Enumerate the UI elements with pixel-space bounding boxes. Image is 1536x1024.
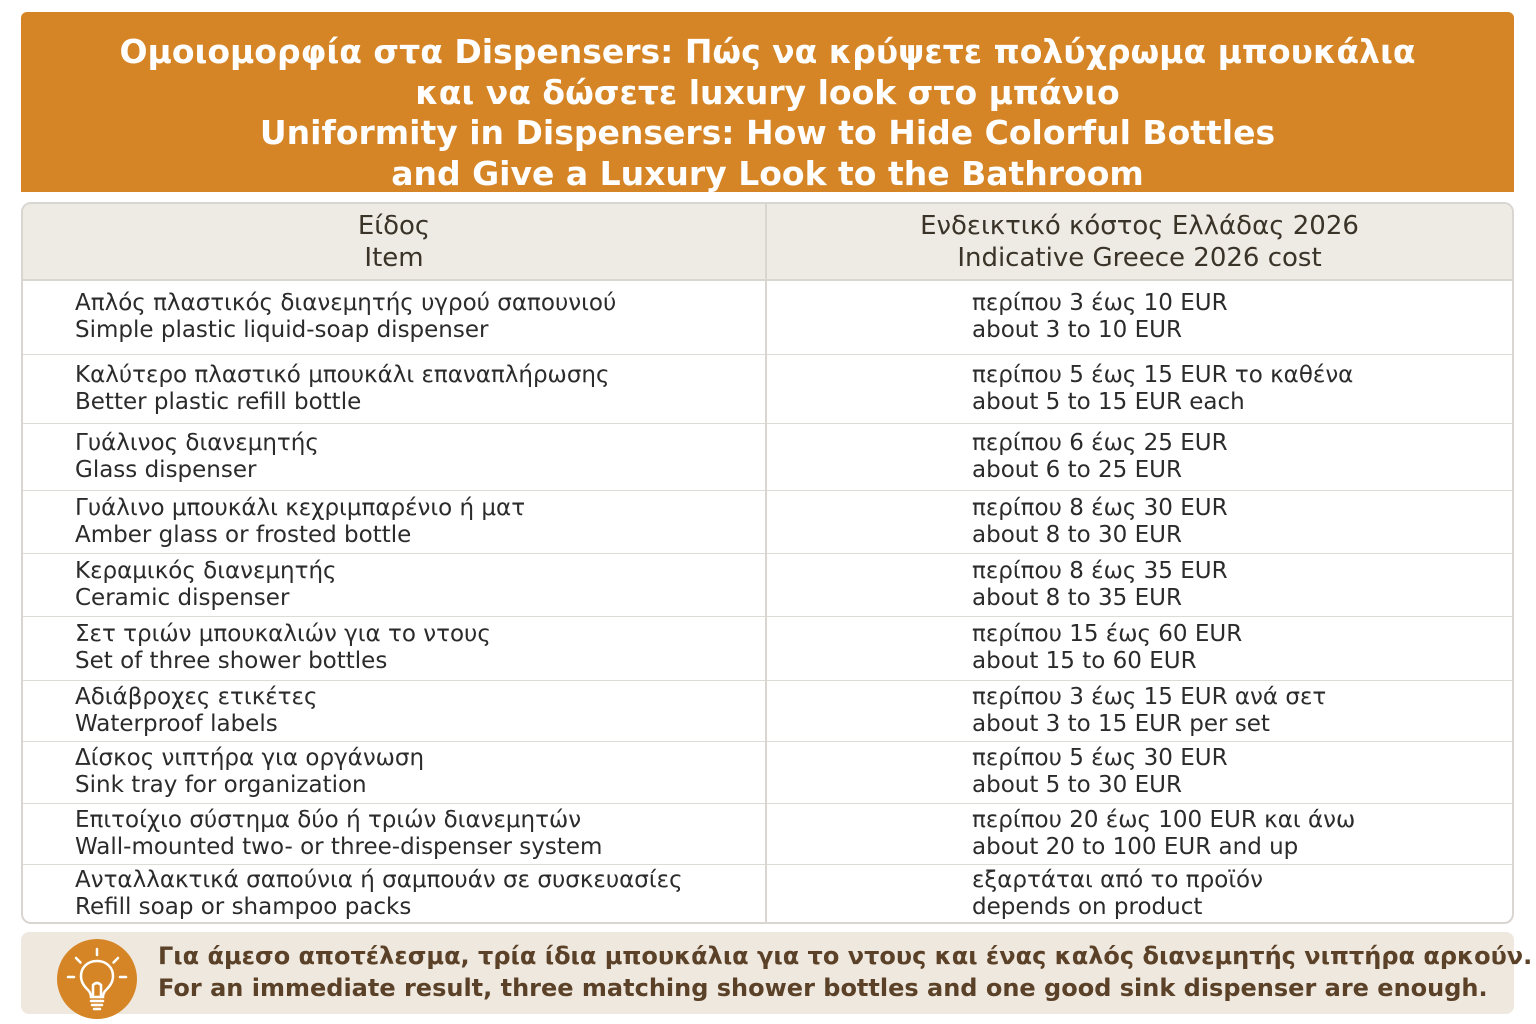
cost-english: about 20 to 100 EUR and up xyxy=(972,833,1299,860)
cost-cell xyxy=(766,423,1512,490)
cost-greek: περίπου 3 έως 10 EUR xyxy=(972,290,1228,317)
cost-greek: περίπου 20 έως 100 EUR και άνω xyxy=(972,806,1356,833)
cost-cell xyxy=(766,354,1512,423)
table-row xyxy=(23,741,1512,803)
cost-cell xyxy=(766,280,1512,354)
cost-english: about 8 to 35 EUR xyxy=(972,584,1182,611)
tip-english: For an immediate result, three matching shower bottles and one good sink dispenser are enough. xyxy=(158,974,1488,1002)
item-greek: Επιτοίχιο σύστημα δύο ή τριών διανεμητών xyxy=(75,806,582,833)
item-cell xyxy=(23,864,766,924)
cost-greek: περίπου 8 έως 30 EUR xyxy=(972,494,1228,521)
cost-cell xyxy=(766,864,1512,924)
table-row xyxy=(23,423,1512,490)
cost-greek: περίπου 5 έως 15 EUR το καθένα xyxy=(972,361,1354,388)
title-english-line-2: and Give a Luxury Look to the Bathroom xyxy=(391,153,1144,193)
table-row xyxy=(23,280,1512,354)
item-english: Better plastic refill bottle xyxy=(75,388,362,415)
tip-greek: Για άμεσο αποτέλεσμα, τρία ίδια μπουκάλια για το ντους και ένας καλός διανεμητής νιπτήρα αρκούν. xyxy=(158,942,1533,970)
item-cell xyxy=(23,741,766,803)
table-row xyxy=(23,803,1512,864)
header-item-english: Item xyxy=(364,242,424,273)
item-cell xyxy=(23,490,766,553)
header-cost xyxy=(766,204,1512,280)
item-cell xyxy=(23,423,766,490)
cost-greek: περίπου 3 έως 15 EUR ανά σετ xyxy=(972,683,1327,710)
cost-greek: περίπου 6 έως 25 EUR xyxy=(972,429,1228,456)
table-header-row xyxy=(23,204,1512,280)
cost-english: about 6 to 25 EUR xyxy=(972,456,1182,483)
cost-english: about 3 to 15 EUR per set xyxy=(972,710,1270,737)
cost-greek: περίπου 5 έως 30 EUR xyxy=(972,745,1228,771)
item-greek: Γυάλινος διανεμητής xyxy=(75,429,319,456)
cost-table xyxy=(21,202,1514,924)
item-cell xyxy=(23,680,766,741)
item-cell xyxy=(23,616,766,680)
item-greek: Σετ τριών μπουκαλιών για το ντους xyxy=(75,621,491,647)
item-greek: Αδιάβροχες ετικέτες xyxy=(75,683,318,710)
cost-cell xyxy=(766,490,1512,553)
cost-english: depends on product xyxy=(972,894,1203,921)
header-cost-english: Indicative Greece 2026 cost xyxy=(957,242,1322,273)
item-cell xyxy=(23,553,766,616)
item-english: Set of three shower bottles xyxy=(75,648,388,674)
table-row xyxy=(23,680,1512,741)
header-cost-greek: Ενδεικτικό κόστος Ελλάδας 2026 xyxy=(920,210,1359,241)
item-cell xyxy=(23,280,766,354)
item-greek: Δίσκος νιπτήρα για οργάνωση xyxy=(75,745,425,771)
item-cell xyxy=(23,354,766,423)
cost-cell xyxy=(766,553,1512,616)
cost-cell xyxy=(766,803,1512,864)
cost-greek: περίπου 8 έως 35 EUR xyxy=(972,557,1228,584)
item-english: Waterproof labels xyxy=(75,710,278,737)
cost-english: about 15 to 60 EUR xyxy=(972,648,1197,674)
cost-cell xyxy=(766,680,1512,741)
item-greek: Καλύτερο πλαστικό μπουκάλι επαναπλήρωσης xyxy=(75,361,610,388)
item-english: Amber glass or frosted bottle xyxy=(75,521,412,548)
item-cell xyxy=(23,803,766,864)
table-row xyxy=(23,864,1512,924)
item-greek: Κεραμικός διανεμητής xyxy=(75,557,337,584)
title-greek-line-2: και να δώσετε luxury look στο μπάνιο xyxy=(415,72,1120,112)
cost-english: about 5 to 15 EUR each xyxy=(972,388,1245,415)
table-row xyxy=(23,553,1512,616)
item-greek: Απλός πλαστικός διανεμητής υγρού σαπουνιού xyxy=(75,290,617,317)
item-greek: Ανταλλακτικά σαπούνια ή σαμπουάν σε συσκευασίες xyxy=(75,867,683,894)
item-greek: Γυάλινο μπουκάλι κεχριμπαρένιο ή ματ xyxy=(75,494,526,521)
cost-greek: εξαρτάται από το προϊόν xyxy=(972,867,1263,894)
cost-english: about 8 to 30 EUR xyxy=(972,521,1182,548)
cost-cell xyxy=(766,741,1512,803)
table-row xyxy=(23,490,1512,553)
header-item-greek: Είδος xyxy=(357,210,431,241)
header-item xyxy=(23,204,766,280)
tip-text xyxy=(158,940,1532,1004)
item-english: Refill soap or shampoo packs xyxy=(75,894,412,921)
item-english: Simple plastic liquid-soap dispenser xyxy=(75,317,489,344)
cost-english: about 3 to 10 EUR xyxy=(972,317,1182,344)
lightbulb-icon xyxy=(57,939,137,1019)
cost-greek: περίπου 15 έως 60 EUR xyxy=(972,621,1243,647)
title-greek-line-1: Ομοιομορφία στα Dispensers: Πώς να κρύψετε πολύχρωμα μπουκάλια xyxy=(119,32,1416,71)
table-row xyxy=(23,616,1512,680)
cost-english: about 5 to 30 EUR xyxy=(972,772,1182,798)
cost-cell xyxy=(766,616,1512,680)
item-english: Sink tray for organization xyxy=(75,772,367,798)
table-row xyxy=(23,354,1512,423)
item-english: Glass dispenser xyxy=(75,456,257,483)
item-english: Wall-mounted two- or three-dispenser system xyxy=(75,833,603,860)
title-banner xyxy=(21,12,1514,192)
item-english: Ceramic dispenser xyxy=(75,584,290,611)
title-english-line-1: Uniformity in Dispensers: How to Hide Colorful Bottles xyxy=(259,113,1276,152)
